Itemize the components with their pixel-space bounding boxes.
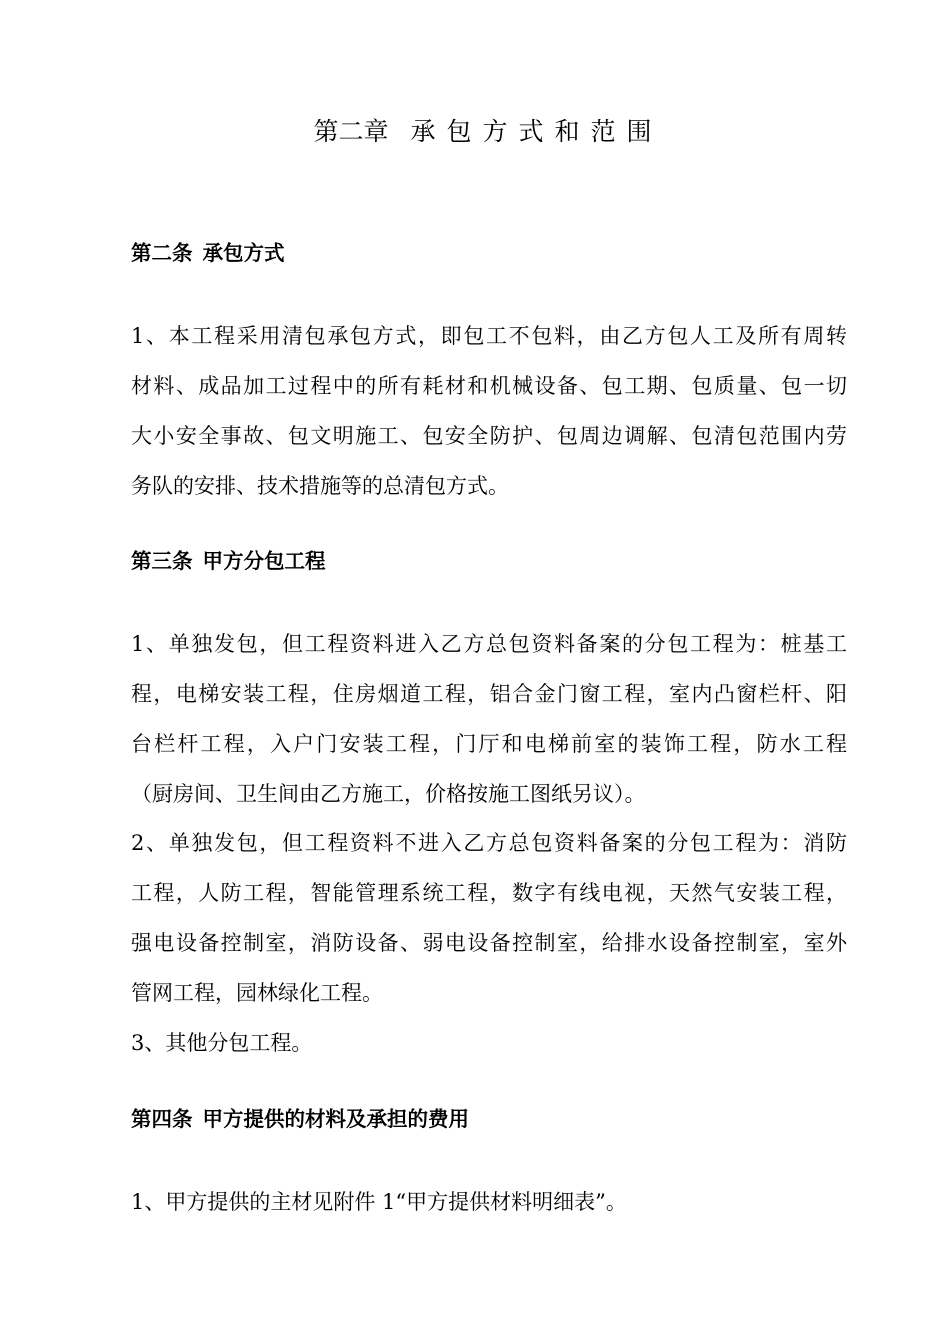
article-3-heading [131,544,326,574]
text-line: 程，电梯安装工程，住房烟道工程，铝合金门窗工程，室内凸窗栏杆、阳 [131,682,847,706]
article-4-label: 第四条 [131,1107,193,1131]
article-3-label: 第三条 [131,549,193,573]
article-3-title: 甲方分包工程 [202,549,326,573]
text-line: 2、单独发包，但工程资料不进入乙方总包资料备案的分包工程为：消防 [131,831,847,855]
article-2-title: 承包方式 [202,241,285,265]
text-line: 1、甲方提供的主材见附件 1“甲方提供材料明细表”。 [131,1190,627,1214]
text-line: 管网工程，园林绿化工程。 [131,981,383,1005]
text-line: 务队的安排、技术措施等的总清包方式。 [131,474,509,498]
article-4-paragraph-1 [131,1177,847,1227]
article-2-heading [131,236,285,266]
chapter-label: 第二章 [313,117,389,146]
text-line: 1、单独发包，但工程资料进入乙方总包资料备案的分包工程为：桩基工 [131,632,847,656]
article-4-heading [131,1102,469,1132]
article-3-paragraph-1 [131,619,847,819]
article-2-label: 第二条 [131,241,193,265]
text-line: （厨房间、卫生间由乙方施工，价格按施工图纸另议）。 [131,782,646,806]
article-3-paragraph-3 [131,1018,847,1068]
text-line: 3、其他分包工程。 [131,1031,313,1055]
text-line: 材料、成品加工过程中的所有耗材和机械设备、包工期、包质量、包一切 [131,374,847,398]
text-line: 1、本工程采用清包承包方式，即包工不包料，由乙方包人工及所有周转 [131,324,847,348]
article-4-title: 甲方提供的材料及承担的费用 [202,1107,469,1131]
chapter-name: 承包方式和范围 [410,117,663,146]
text-line: 台栏杆工程，入户门安装工程，门厅和电梯前室的装饰工程，防水工程 [131,732,847,756]
article-2-paragraph-1 [131,311,847,511]
chapter-title [0,112,950,148]
text-line: 工程，人防工程，智能管理系统工程，数字有线电视，天然气安装工程， [131,881,847,905]
text-line: 强电设备控制室，消防设备、弱电设备控制室，给排水设备控制室，室外 [131,931,847,955]
article-3-paragraph-2 [131,818,847,1018]
text-line: 大小安全事故、包文明施工、包安全防护、包周边调解、包清包范围内劳 [131,424,847,448]
